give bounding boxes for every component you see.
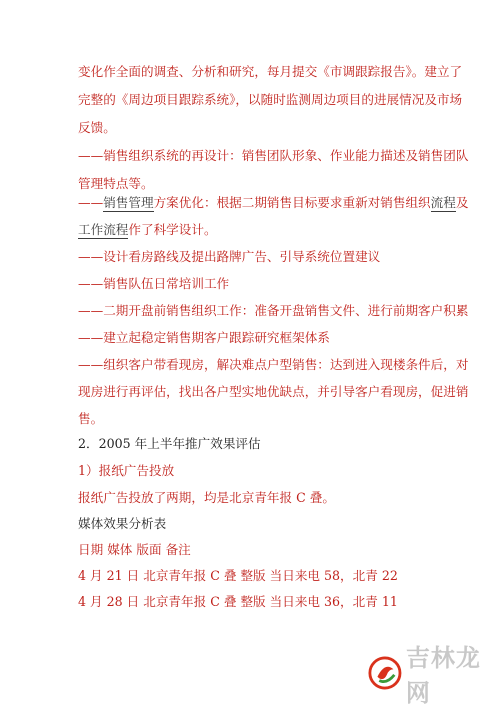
- subsection-heading: 1）报纸广告投放: [78, 463, 175, 478]
- text-line: ——销售队伍日常培训工作: [78, 276, 230, 291]
- link-process[interactable]: 流程: [430, 195, 456, 210]
- text-line: ——组织客户带看现房，解决难点户型销售：达到进入现楼条件后，对: [78, 357, 469, 372]
- table-title: 媒体效果分析表: [78, 516, 167, 531]
- link-workflow[interactable]: 工作流程: [78, 222, 129, 237]
- text-segment: 方案优化：根据二期销售目标要求重新对销售组织: [153, 195, 431, 210]
- text-line: [78, 222, 217, 238]
- table-row: 4 月 21 日 北京青年报 C 叠 整版 当日来电 58，北青 22: [78, 568, 398, 583]
- link-sales-management[interactable]: 销售管理: [103, 195, 154, 210]
- text-line: [78, 195, 468, 211]
- table-row: 4 月 28 日 北京青年报 C 叠 整版 当日来电 36，北青 11: [78, 594, 398, 609]
- text-line: 变化作全面的调查、分析和研究，每月提交《市调跟踪报告》。建立了: [78, 64, 463, 79]
- text-line: 完整的《周边项目跟踪系统》，以随时监测周边项目的进展情况及市场: [78, 92, 463, 107]
- jilin-longwang-logo-icon: [368, 655, 402, 691]
- text-segment: 作了科学设计。: [128, 222, 217, 237]
- text-line: 反馈。: [78, 120, 116, 135]
- text-line: ——设计看房路线及提出路牌广告、引导系统位置建议: [78, 249, 381, 264]
- text-line: 报纸广告投放了两期，均是北京青年报 C 叠。: [78, 490, 335, 505]
- text-line: 管理特点等。: [78, 176, 154, 191]
- dash: ——: [78, 195, 104, 210]
- watermark: [368, 644, 500, 707]
- section-heading: 2．2005 年上半年推广效果评估: [78, 436, 261, 451]
- text-line: ——二期开盘前销售组织工作：准备开盘销售文件、进行前期客户积累: [78, 303, 469, 318]
- table-header-row: 日期 媒体 版面 备注: [78, 542, 191, 557]
- text-line: 售。: [78, 411, 104, 426]
- text-line: ——建立起稳定销售期客户跟踪研究框架体系: [78, 330, 330, 345]
- text-line: ——销售组织系统的再设计：销售团队形象、作业能力描述及销售团队: [78, 148, 469, 163]
- text-line: 现房进行再评估，找出各户型实地优缺点，并引导客户看现房，促进销: [78, 384, 469, 399]
- watermark-text: 吉林龙网: [405, 644, 481, 707]
- text-segment: 及: [455, 195, 469, 210]
